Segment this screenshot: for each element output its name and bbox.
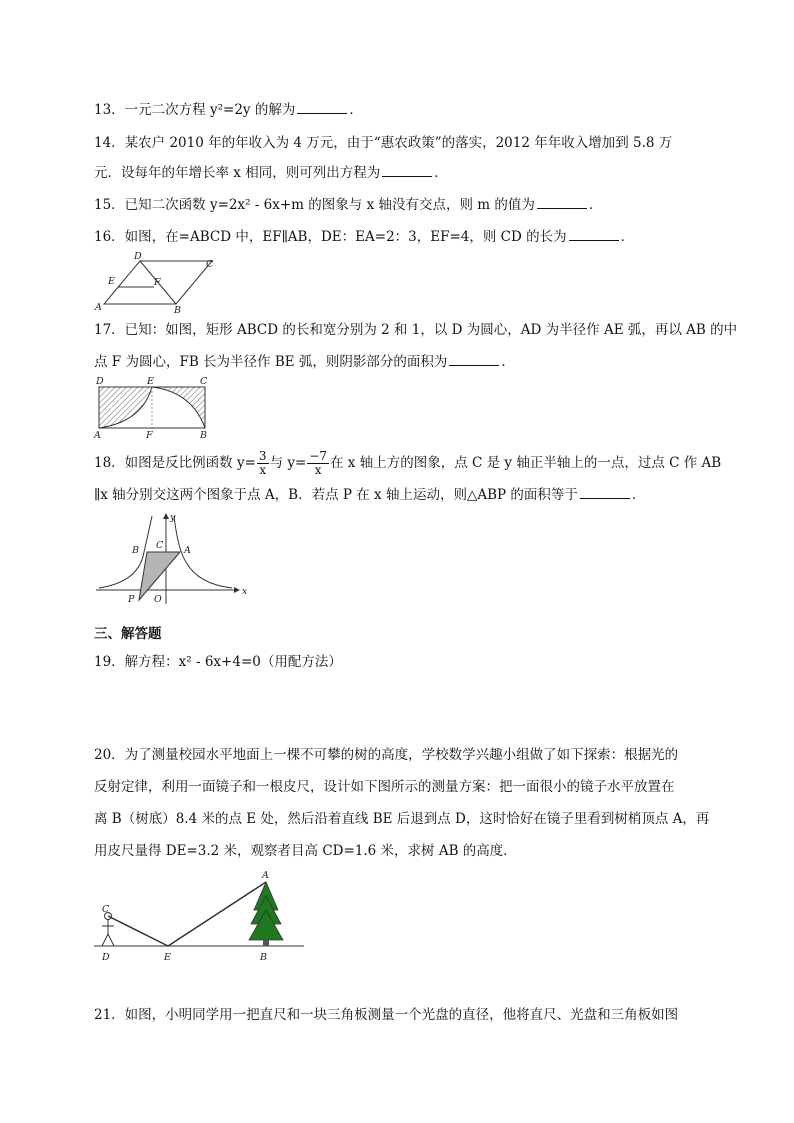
q13-suffix: ． xyxy=(349,102,363,118)
q18-text-3: 在 x 轴上方的图象，点 C 是 y 轴正半轴上的一点，过点 C 作 AB xyxy=(330,455,722,471)
label-E: E xyxy=(147,376,154,387)
q18-text-1: 18．如图是反比例函数 y= xyxy=(94,455,256,471)
label-B: B xyxy=(260,952,267,963)
q18-suffix: ． xyxy=(631,487,646,503)
figure-17-rectangle-arcs xyxy=(94,374,214,440)
q15-text: 15．已知二次函数 y=2x² - 6x+m 的图象与 x 轴没有交点，则 m 的值为 xyxy=(94,197,535,213)
question-20-line2: 反射定律，利用一面镜子和一根皮尺，设计如下图所示的测量方案：把一面很小的镜子水平放置在 xyxy=(94,779,675,795)
question-18-line1 xyxy=(94,449,721,477)
q14-suffix: ． xyxy=(434,165,448,181)
question-18-line2 xyxy=(94,485,645,505)
answer-blank xyxy=(569,228,619,241)
question-16 xyxy=(94,227,634,247)
label-D: D xyxy=(96,376,104,387)
question-17-line2 xyxy=(94,352,515,372)
question-20-line3: 离 B（树底）8.4 米的点 E 处，然后沿着直线 BE 后退到点 D，这时恰好在镜子里看到树梢顶点 A，再 xyxy=(94,811,710,827)
label-A: A xyxy=(94,430,101,441)
fraction-neg7-over-x xyxy=(307,450,329,477)
label-E: E xyxy=(164,952,171,963)
answer-blank xyxy=(449,353,499,366)
answer-blank xyxy=(580,486,630,499)
fraction-3-over-x xyxy=(257,450,269,477)
q16-text: 16．如图，在=ABCD 中，EF∥AB，DE：EA=2：3，EF=4，则 CD 的长为 xyxy=(94,229,567,245)
label-A: A xyxy=(95,302,102,313)
q17-suffix: ． xyxy=(501,354,515,370)
fraction-denominator: x xyxy=(314,463,322,477)
q15-suffix: ． xyxy=(588,197,603,213)
label-y: y xyxy=(170,512,176,523)
label-A: A xyxy=(262,870,269,881)
figure-20-mirror-measurement xyxy=(94,868,304,968)
fraction-denominator: x xyxy=(259,463,267,477)
label-C: C xyxy=(200,376,208,387)
answer-blank xyxy=(297,101,347,114)
answer-blank xyxy=(382,164,432,177)
label-F: F xyxy=(146,430,153,441)
label-C: C xyxy=(206,259,214,270)
label-O: O xyxy=(154,594,162,605)
q18-text-4: ∥x 轴分别交这两个图象于点 A，B．若点 P 在 x 轴上运动，则△ABP 的面积等于 xyxy=(94,487,578,503)
label-C: C xyxy=(102,904,110,915)
question-15 xyxy=(94,195,602,215)
label-B: B xyxy=(200,430,207,441)
q14-text: 元．设每年的年增长率 x 相同，则可列出方程为 xyxy=(94,165,381,181)
question-17-line1: 17．已知：如图，矩形 ABCD 的长和宽分别为 2 和 1，以 D 为圆心，AD 为半径作 AE 弧，再以 AB 的中 xyxy=(94,322,738,338)
label-B: B xyxy=(132,545,139,556)
label-B: B xyxy=(174,305,181,316)
label-P: P xyxy=(128,594,135,605)
q17-text: 点 F 为圆心，FB 长为半径作 BE 弧，则阴影部分的面积为 xyxy=(94,354,448,370)
q18-text-2: 与 y= xyxy=(269,455,307,471)
fraction-numerator: 3 xyxy=(258,449,267,463)
question-19: 19．解方程：x² - 6x+4=0（用配方法） xyxy=(94,654,342,670)
fraction-numerator: −7 xyxy=(309,449,327,463)
tree-icon xyxy=(249,882,283,946)
question-21: 21．如图，小明同学用一把直尺和一块三角板测量一个光盘的直径，他将直尺、光盘和三角板如图 xyxy=(94,1007,679,1023)
label-F: F xyxy=(154,277,161,288)
label-E: E xyxy=(108,276,115,287)
question-20-line4: 用皮尺量得 DE=3.2 米，观察者目高 CD=1.6 米，求树 AB 的高度． xyxy=(94,843,517,859)
section-heading: 三、解答题 xyxy=(94,626,162,642)
figure-18-hyperbolas xyxy=(94,510,248,606)
question-14-line1: 14．某农户 2010 年的年收入为 4 万元，由于“惠农政策”的落实，2012 年年收入增加到 5.8 万 xyxy=(94,135,673,151)
label-A: A xyxy=(184,545,191,556)
label-C: C xyxy=(156,540,164,551)
q13-text: 13．一元二次方程 y²=2y 的解为 xyxy=(94,102,296,118)
question-13 xyxy=(94,100,363,120)
label-D: D xyxy=(102,952,110,963)
question-20-line1: 20．为了测量校园水平地面上一棵不可攀的树的高度，学校数学兴趣小组做了如下探索：根据光的 xyxy=(94,747,679,763)
question-14-line2 xyxy=(94,163,448,183)
q16-suffix: ． xyxy=(620,229,635,245)
label-x: x xyxy=(242,586,248,597)
label-D: D xyxy=(134,251,142,262)
figure-16-parallelogram xyxy=(94,250,224,314)
answer-blank xyxy=(537,196,587,209)
